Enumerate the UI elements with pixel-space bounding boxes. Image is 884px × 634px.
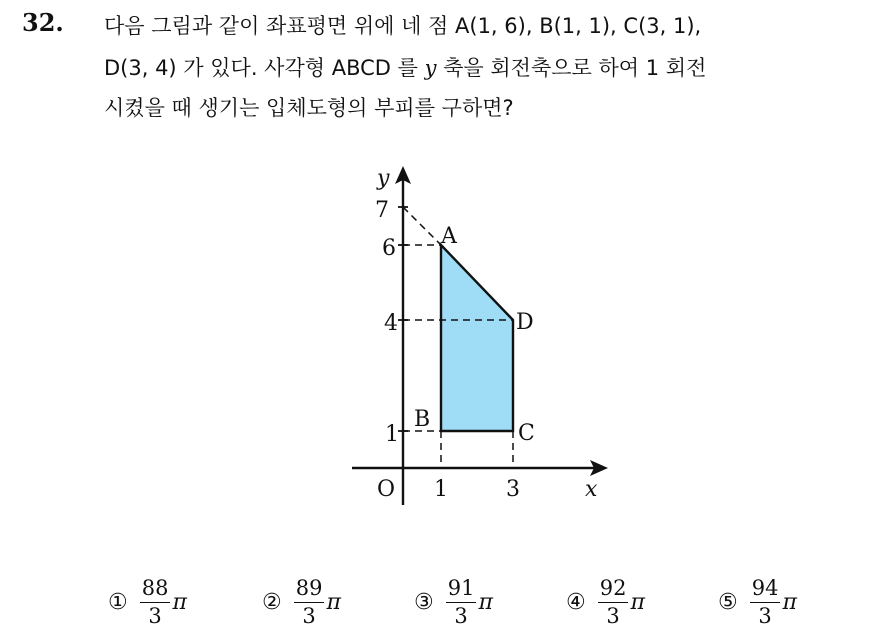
answer-choices [108, 572, 828, 632]
choice-5[interactable] [718, 572, 797, 632]
choice-1-pi: π [172, 589, 187, 615]
y-tick-label-7: 7 [375, 198, 389, 223]
choice-3-fraction [446, 575, 477, 628]
choice-3-mark: ③ [414, 589, 434, 615]
point-label-b: B [414, 407, 431, 432]
choice-5-denominator: 3 [758, 603, 772, 628]
y-variable: y [424, 56, 437, 80]
choice-1-denominator: 3 [148, 603, 162, 628]
question-line-1: 다음 그림과 같이 좌표평면 위에 네 점 A(1, 6), B(1, 1), C(3, 1), [104, 14, 702, 38]
dashed-extension-line [403, 207, 441, 245]
question-number: 32. [22, 8, 64, 37]
choice-2-denominator: 3 [302, 603, 316, 628]
choice-3[interactable] [414, 572, 493, 632]
choice-3-pi: π [478, 589, 493, 615]
y-tick-label-4: 4 [384, 311, 398, 336]
choice-4-fraction [598, 575, 629, 628]
point-label-a: A [441, 224, 457, 249]
choice-5-pi: π [782, 589, 797, 615]
choice-2[interactable] [262, 572, 341, 632]
y-tick-label-1: 1 [385, 422, 399, 447]
choice-1[interactable] [108, 572, 187, 632]
choice-3-numerator: 91 [446, 578, 477, 603]
choice-5-mark: ⑤ [718, 589, 738, 615]
x-tick-label-1: 1 [434, 477, 448, 502]
point-label-c: C [518, 421, 535, 446]
question-line-2-part2: 축을 회전축으로 하여 1 회전 [436, 56, 707, 80]
y-axis-label: y [377, 166, 390, 191]
question-line-3: 시켰을 때 생기는 입체도형의 부피를 구하면? [104, 96, 514, 120]
choice-2-fraction [294, 575, 325, 628]
choice-2-mark: ② [262, 589, 282, 615]
choice-5-numerator: 94 [750, 578, 781, 603]
x-tick-label-3: 3 [506, 477, 520, 502]
quadrilateral-abcd [441, 245, 513, 431]
choice-4-numerator: 92 [598, 578, 629, 603]
choice-4-pi: π [630, 589, 645, 615]
x-axis-label: x [585, 477, 598, 502]
choice-2-numerator: 89 [294, 578, 325, 603]
choice-4-denominator: 3 [606, 603, 620, 628]
choice-3-denominator: 3 [454, 603, 468, 628]
choice-5-fraction [750, 575, 781, 628]
choice-1-mark: ① [108, 589, 128, 615]
choice-1-fraction [140, 575, 171, 628]
y-tick-label-6: 6 [382, 236, 396, 261]
origin-label: O [377, 477, 396, 502]
question-line-2-part1: D(3, 4) 가 있다. 사각형 ABCD 를 [104, 56, 425, 80]
choice-1-numerator: 88 [140, 578, 171, 603]
choice-4[interactable] [566, 572, 645, 632]
choice-2-pi: π [326, 589, 341, 615]
point-label-d: D [516, 310, 534, 335]
choice-4-mark: ④ [566, 589, 586, 615]
